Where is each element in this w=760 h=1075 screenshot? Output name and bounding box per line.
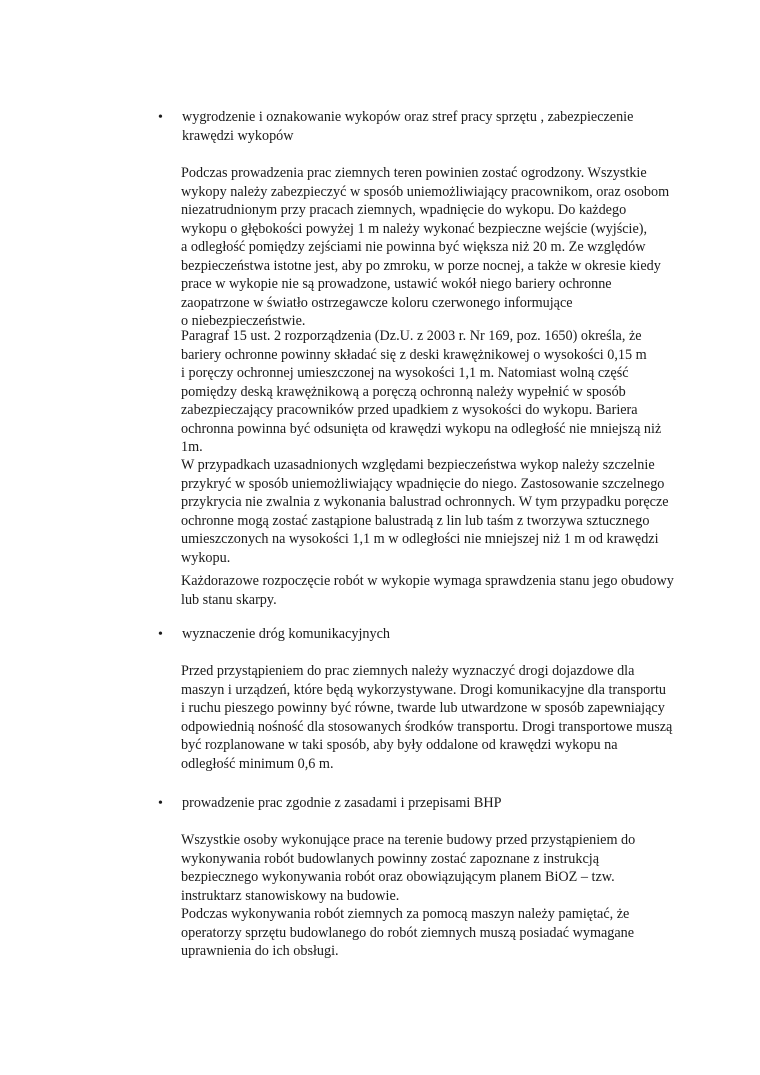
heading-line: prowadzenie prac zgodnie z zasadami i przepisami BHP: [182, 795, 502, 811]
text-line: odległość minimum 0,6 m.: [181, 755, 334, 772]
section-1-paragraph-3: [181, 456, 669, 567]
text-line: operatorzy sprzętu budowlanego do robót ziemnych muszą posiadać wymagane: [181, 924, 635, 941]
text-line: ochronne mogą zostać zastąpione balustradą z lin lub taśm z tworzywa sztucznego: [181, 512, 650, 529]
text-line: bariery ochronne powinny składać się z deski krawężnikowej o wysokości 0,15 m: [181, 346, 647, 363]
text-line: a odległość pomiędzy zejściami nie powinna być większa niż 20 m. Ze względów: [181, 239, 646, 255]
text-line: być rozplanowane w taki sposób, aby były oddalone od krawędzi wykopu na: [181, 737, 618, 753]
section-1-paragraph-1: [181, 164, 670, 331]
text-line: uprawnienia do ich obsługi.: [181, 943, 339, 959]
text-line: Każdorazowe rozpoczęcie robót w wykopie wymaga sprawdzenia stanu jego obudowy: [181, 573, 674, 589]
text-line: wykopy należy zabezpieczyć w sposób uniemożliwiający pracownikom, oraz osobom: [181, 183, 670, 200]
text-line: W przypadkach uzasadnionych względami bezpieczeństwa wykop należy szczelnie: [181, 457, 655, 473]
text-line: wykopu.: [181, 549, 231, 566]
bullet-icon: •: [158, 110, 163, 125]
text-line: o niebezpieczeństwie.: [181, 313, 306, 329]
section-3-paragraph-1: [181, 831, 661, 961]
section-2-paragraph-1: [181, 662, 673, 773]
text-line: prace w wykopie nie są prowadzone, ustawić wokół niego bariery ochronne: [181, 276, 612, 292]
text-line: niezatrudnionym przy pracach ziemnych, wpadnięcie do wykopu. Do każdego: [181, 202, 627, 218]
text-line: wykopu o głębokości powyżej 1 m należy wykonać bezpieczne wejście (wyjście),: [181, 220, 648, 237]
heading-line: wyznaczenie dróg komunikacyjnych: [182, 626, 391, 642]
text-line: Podczas wykonywania robót ziemnych za pomocą maszyn należy pamiętać, że: [181, 906, 630, 922]
text-line: zabezpieczający pracowników przed upadkiem z wysokości do wykopu. Bariera: [181, 402, 638, 418]
text-line: instruktarz stanowiskowy na budowie.: [181, 887, 400, 904]
bullet-icon: •: [158, 627, 163, 642]
text-line: Paragraf 15 ust. 2 rozporządzenia (Dz.U. z 2003 r. Nr 169, poz. 1650) określa, że: [181, 328, 642, 344]
text-line: i ruchu pieszego powinny być równe, twarde lub utwardzone w sposób zapewniający: [181, 700, 665, 716]
text-line: maszyn i urządzeń, które będą wykorzystywane. Drogi komunikacyjne dla transportu: [181, 681, 666, 698]
text-line: lub stanu skarpy.: [181, 591, 277, 608]
text-line: ochronna powinna być odsunięta od krawędzi wykopu na odległość nie mniejszą niż: [181, 420, 662, 437]
text-line: umieszczonych na wysokości 1,1 m w odległości nie mniejszej niż 1 m od krawędzi: [181, 531, 659, 547]
section-1-paragraph-4: [181, 572, 674, 609]
text-line: przykryć w sposób uniemożliwiający wpadnięcie do niego. Zastosowanie szczelnego: [181, 475, 665, 492]
text-line: przykrycia nie zwalnia z wykonania balustrad ochronnych. W tym przypadku poręcze: [181, 494, 669, 510]
text-line: Wszystkie osoby wykonujące prace na terenie budowy przed przystąpieniem do: [181, 832, 636, 848]
section-1-paragraph-2: [181, 327, 661, 457]
text-line: 1m.: [181, 439, 203, 455]
text-line: pomiędzy deską krawężnikową a poręczą ochronną należy wypełnić w sposób: [181, 383, 626, 400]
text-line: bezpieczeństwa istotne jest, aby po zmroku, w porze nocnej, a także w okresie kiedy: [181, 257, 661, 274]
text-line: Podczas prowadzenia prac ziemnych teren powinien zostać ogrodzony. Wszystkie: [181, 165, 647, 181]
text-line: zaopatrzone w światło ostrzegawcze koloru czerwonego informujące: [181, 294, 573, 311]
text-line: odpowiednią nośność dla stosowanych środków transportu. Drogi transportowe muszą: [181, 718, 673, 735]
bullet-icon: •: [158, 796, 163, 811]
text-line: wykonywania robót budowlanych powinny zostać zapoznane z instrukcją: [181, 850, 600, 867]
text-line: Przed przystąpieniem do prac ziemnych należy wyznaczyć drogi dojazdowe dla: [181, 663, 635, 679]
heading-line: krawędzi wykopów: [182, 128, 294, 144]
heading-line: wygrodzenie i oznakowanie wykopów oraz stref pracy sprzętu , zabezpieczenie: [182, 109, 634, 125]
text-line: bezpiecznego wykonywania robót oraz obowiązującym planem BiOZ – tzw.: [181, 869, 615, 885]
text-line: i poręczy ochronnej umieszczonej na wysokości 1,1 m. Natomiast wolną część: [181, 365, 629, 381]
